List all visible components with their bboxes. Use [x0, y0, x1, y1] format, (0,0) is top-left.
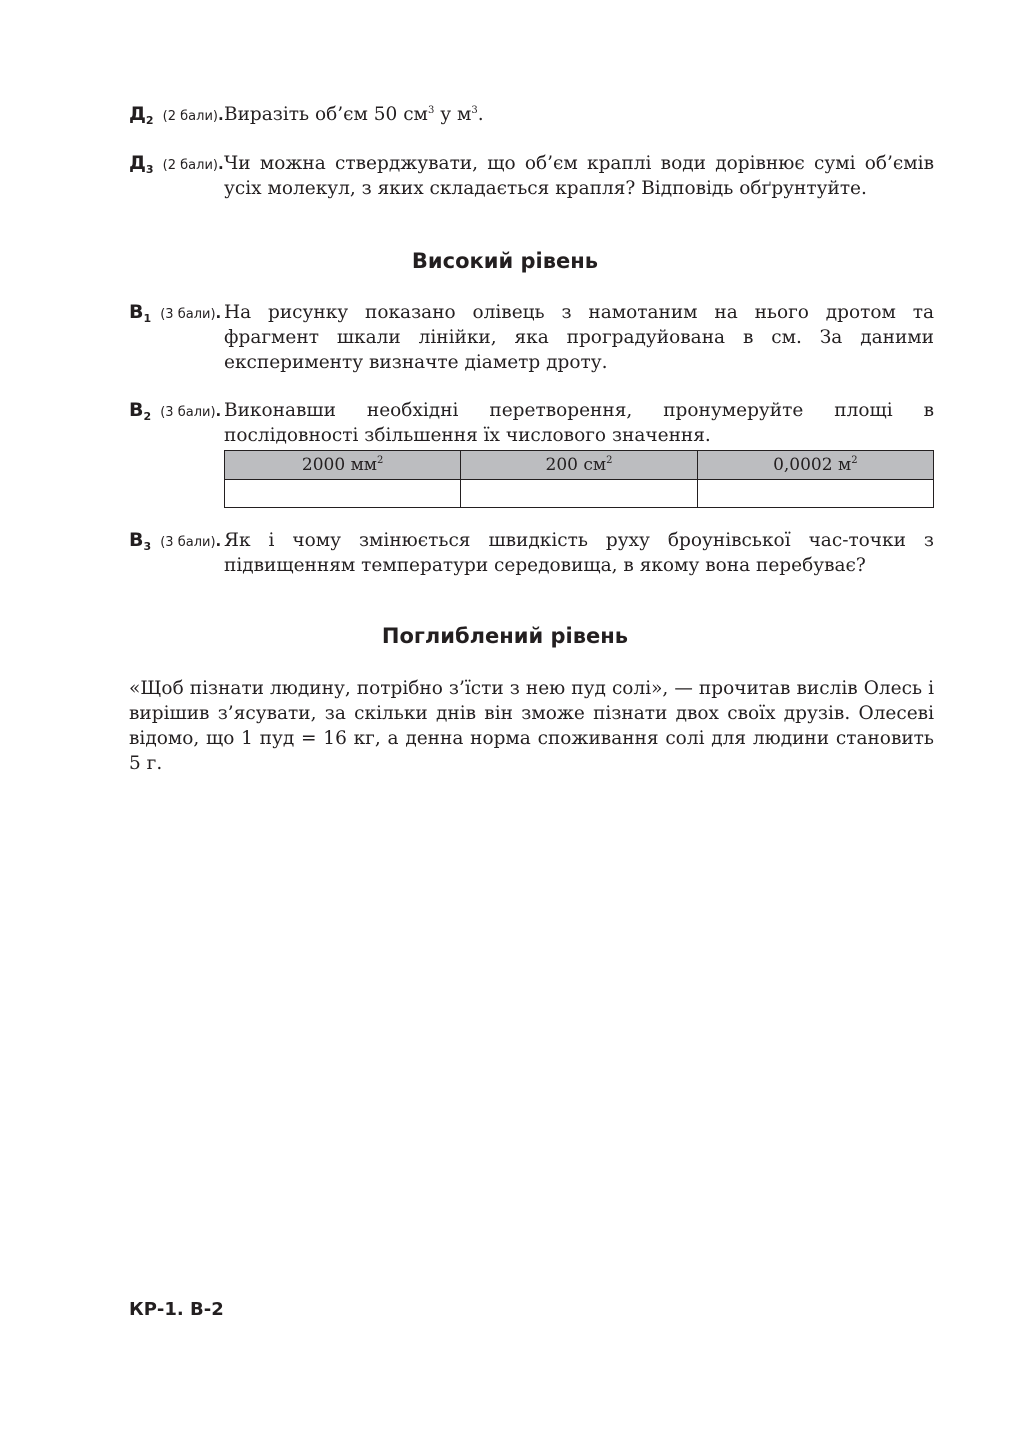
- section-heading-advanced: Поглиблений рівень: [381, 624, 629, 648]
- table-answer-row: [225, 480, 934, 508]
- answer-cell[interactable]: [461, 480, 697, 508]
- table-header-row: [225, 451, 934, 480]
- task-label: $В_3$ (3 бали).: [129, 529, 222, 553]
- table-cell: 200 $см^2$: [461, 451, 697, 480]
- areas-table: [224, 450, 934, 508]
- task-text: На рисунку показано олівець з намотаним на нього дротом та фрагмент шкали лінійки, яка проградуйована в см. За даними експерименту визначте діаметр дроту.: [224, 302, 934, 373]
- task-text: Чи можна стверджувати, що об’єм краплі води дорівнює сумі об’ємів усіх молекул, з яких складається крапля? Відповідь обґрунтуйте.: [224, 153, 934, 199]
- task-label: $Д_3$ (2 бали).: [129, 152, 224, 176]
- task-d2: [129, 102, 934, 127]
- task-label: $В_2$ (3 бали).: [129, 399, 222, 423]
- advanced-task-text: «Щоб пізнати людину, потрібно з’їсти з нею пуд солі», — прочитав вислів Олесь і вирішив з’ясувати, за скільки днів він зможе пізнати двох своїх друзів. Олесеві відомо, що 1 пуд = 16 кг, а денна норма споживання солі для людини становить 5 г.: [129, 678, 934, 774]
- task-text: Як і чому змінюється швидкість руху броунівської час-точки з підвищенням температури середовища, в якому вона перебуває?: [224, 530, 934, 576]
- task-b3: [129, 528, 934, 578]
- task-text: Виконавши необхідні перетворення, пронумеруйте площі в послідовності збільшення їх числового значення.: [224, 400, 934, 446]
- task-b1: [129, 300, 934, 375]
- task-b2: [129, 398, 934, 508]
- task-d3: [129, 151, 934, 201]
- answer-cell[interactable]: [225, 480, 461, 508]
- table-cell: 2000 $мм^2$: [225, 451, 461, 480]
- table-cell: 0,0002 $м^2$: [697, 451, 933, 480]
- section-heading-high: Високий рівень: [411, 249, 599, 273]
- task-label: $В_1$ (3 бали).: [129, 301, 222, 325]
- task-label: $Д_2$ (2 бали).: [129, 103, 224, 127]
- answer-cell[interactable]: [697, 480, 933, 508]
- task-text: Виразіть об’єм 50 $см^3$ у $м^3$.: [224, 104, 484, 125]
- page-footer: КР-1. В-2: [129, 1299, 224, 1320]
